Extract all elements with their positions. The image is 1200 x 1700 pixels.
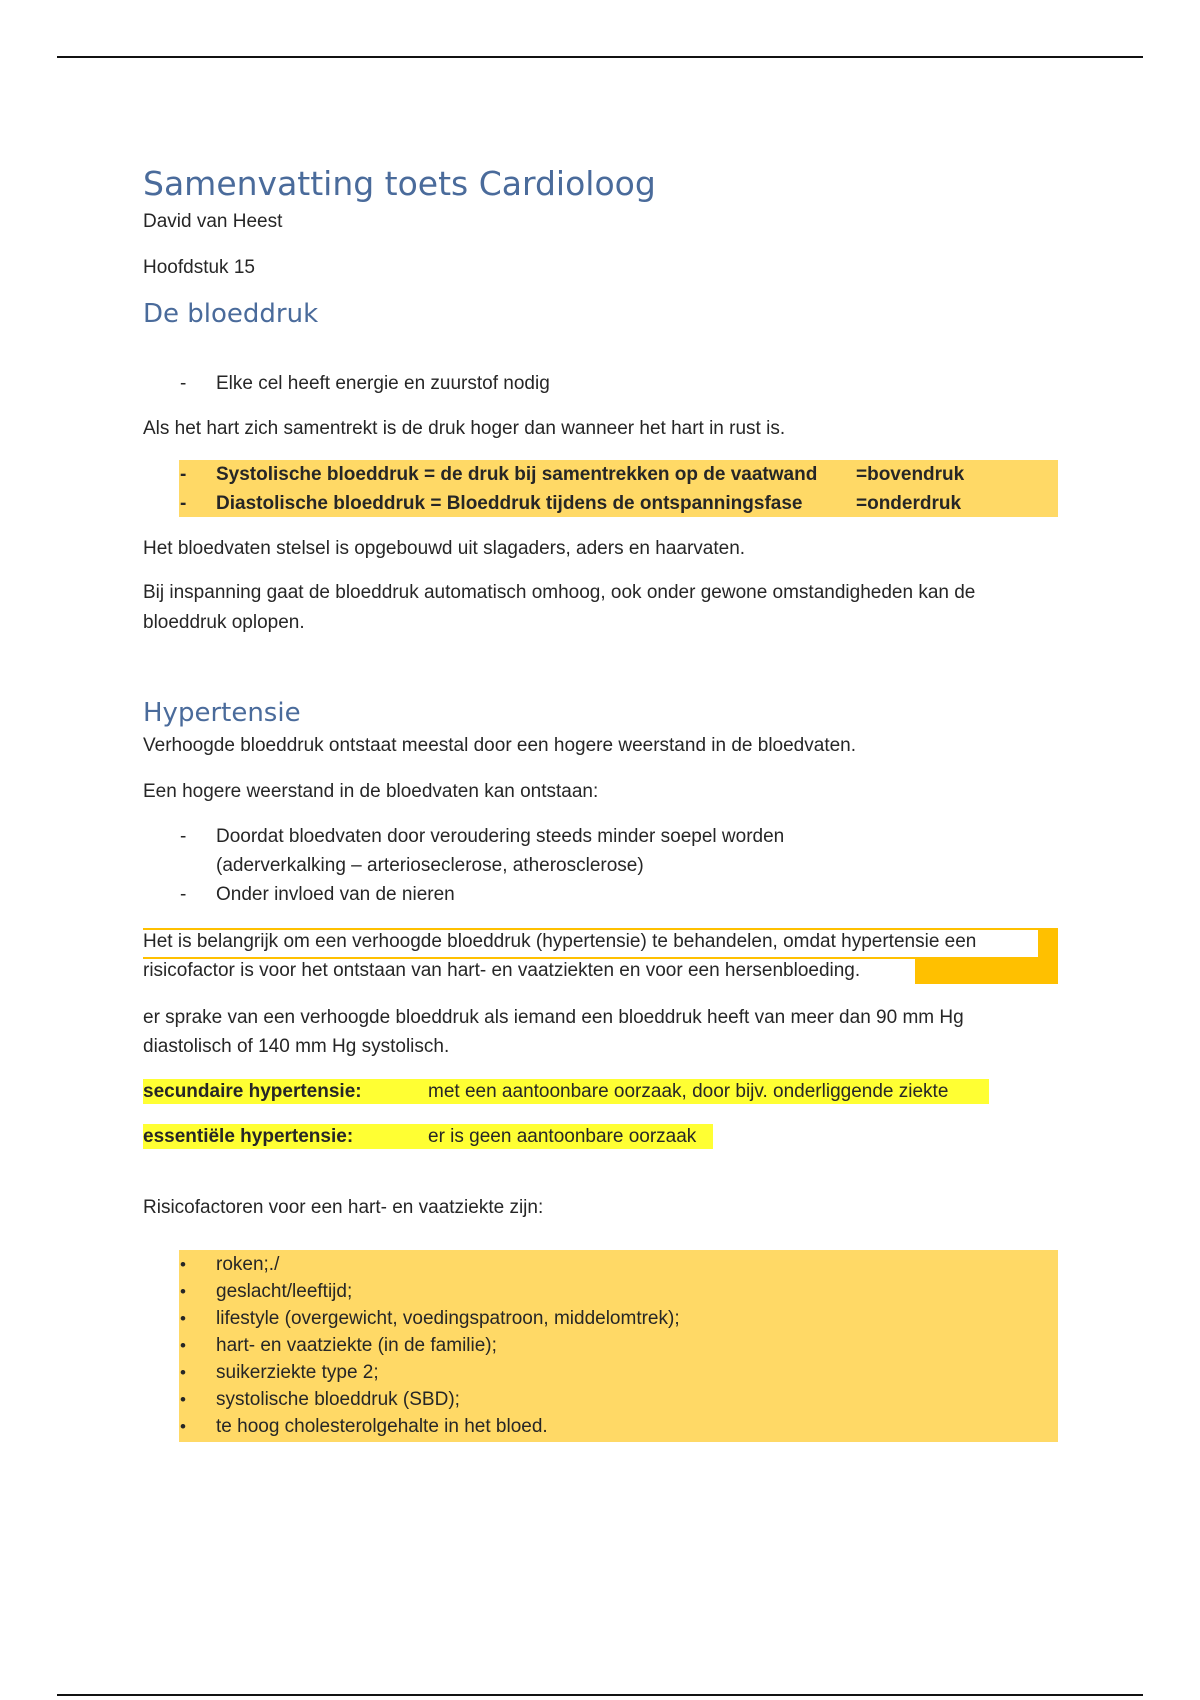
- list-item: • lifestyle (overgewicht, voedingspatroon, middelomtrek);: [143, 1305, 1058, 1332]
- paragraph-ontstaan: Een hogere weerstand in de bloedvaten kan ontstaan:: [143, 781, 599, 802]
- paragraph-stelsel: Het bloedvaten stelsel is opgebouwd uit slagaders, aders en haarvaten.: [143, 538, 746, 559]
- term-essentiele: [143, 1122, 1058, 1151]
- bullet-dot: •: [180, 1417, 186, 1436]
- footer-rule: [57, 1694, 1143, 1696]
- risk-factor-list: [143, 1251, 1058, 1440]
- list-item: • hart- en vaatziekte (in de familie);: [143, 1332, 1058, 1359]
- bullet-dot: •: [180, 1336, 186, 1355]
- list-item: - Onder invloed van de nieren: [143, 880, 1058, 909]
- list-item: (aderverkalking – arterioseclerose, atherosclerose): [216, 855, 644, 876]
- bullet-dot: •: [180, 1255, 186, 1274]
- paragraph-druk: Als het hart zich samentrekt is de druk hoger dan wanneer het hart in rust is.: [143, 418, 786, 439]
- term-description: met een aantoonbare oorzaak, door bijv. onderliggende ziekte: [428, 1081, 949, 1102]
- highlight-band: [1038, 928, 1058, 959]
- list-item: • systolische bloeddruk (SBD);: [143, 1386, 1058, 1413]
- definition-term-right: =bovendruk: [856, 464, 965, 485]
- dash-marker: -: [180, 373, 187, 394]
- paragraph-weerstand: Verhoogde bloeddruk ontstaat meestal door een hogere weerstand in de bloedvaten.: [143, 735, 857, 756]
- dash-marker: -: [180, 493, 187, 514]
- term-secundaire: [143, 1077, 1058, 1106]
- bullet-list-energie: [143, 369, 1058, 398]
- author-name: David van Heest: [143, 211, 283, 232]
- list-item: • geslacht/leeftijd;: [143, 1278, 1058, 1305]
- document-title: Samenvatting toets Cardioloog: [143, 164, 656, 203]
- dash-marker: -: [180, 884, 187, 905]
- header-rule: [57, 56, 1143, 58]
- term-description: er is geen aantoonbare oorzaak: [428, 1126, 697, 1147]
- paragraph-risico-intro: Risicofactoren voor een hart- en vaatziekte zijn:: [143, 1197, 544, 1218]
- list-item: - Doordat bloedvaten door veroudering steeds minder soepel worden: [143, 822, 1058, 851]
- paragraph-inspanning-2: bloeddruk oplopen.: [143, 612, 305, 633]
- term-label: secundaire hypertensie:: [143, 1081, 362, 1102]
- highlight-band: [915, 959, 1058, 984]
- section-heading-bloeddruk: De bloeddruk: [143, 299, 319, 329]
- definition-term-right: =onderdruk: [856, 493, 962, 514]
- section-heading-hypertensie: Hypertensie: [143, 698, 301, 728]
- list-item: - Diastolische bloeddruk = Bloeddruk tijdens de ontspanningsfase =onderdruk: [143, 489, 1058, 518]
- list-item: • roken;./: [143, 1251, 1058, 1278]
- bullet-list-oorzaken: [143, 822, 1058, 909]
- bullet-dot: •: [180, 1363, 186, 1382]
- bullet-dot: •: [180, 1390, 186, 1409]
- definition-list: [143, 460, 1058, 518]
- list-item: - Systolische bloeddruk = de druk bij samentrekken op de vaatwand =bovendruk: [143, 460, 1058, 489]
- dash-marker: -: [180, 464, 187, 485]
- paragraph-definitie-2: diastolisch of 140 mm Hg systolisch.: [143, 1036, 450, 1057]
- list-item: • te hoog cholesterolgehalte in het bloed.: [143, 1413, 1058, 1440]
- bullet-dot: •: [180, 1282, 186, 1301]
- bullet-dot: •: [180, 1309, 186, 1328]
- paragraph-definitie-1: er sprake van een verhoogde bloeddruk als iemand een bloeddruk heeft van meer dan 90 mm Hg: [143, 1007, 964, 1028]
- term-label: essentiële hypertensie:: [143, 1126, 354, 1147]
- list-item: - Elke cel heeft energie en zuurstof nodig: [143, 369, 1058, 398]
- important-line-2: risicofactor is voor het ontstaan van hart- en vaatziekten en voor een hersenbloeding.: [143, 960, 861, 981]
- dash-marker: -: [180, 826, 187, 847]
- important-line-1: Het is belangrijk om een verhoogde bloeddruk (hypertensie) te behandelen, omdat hypertensie een: [143, 931, 977, 952]
- chapter-label: Hoofdstuk 15: [143, 257, 255, 278]
- paragraph-inspanning-1: Bij inspanning gaat de bloeddruk automatisch omhoog, ook onder gewone omstandigheden kan de: [143, 582, 976, 603]
- list-item: • suikerziekte type 2;: [143, 1359, 1058, 1386]
